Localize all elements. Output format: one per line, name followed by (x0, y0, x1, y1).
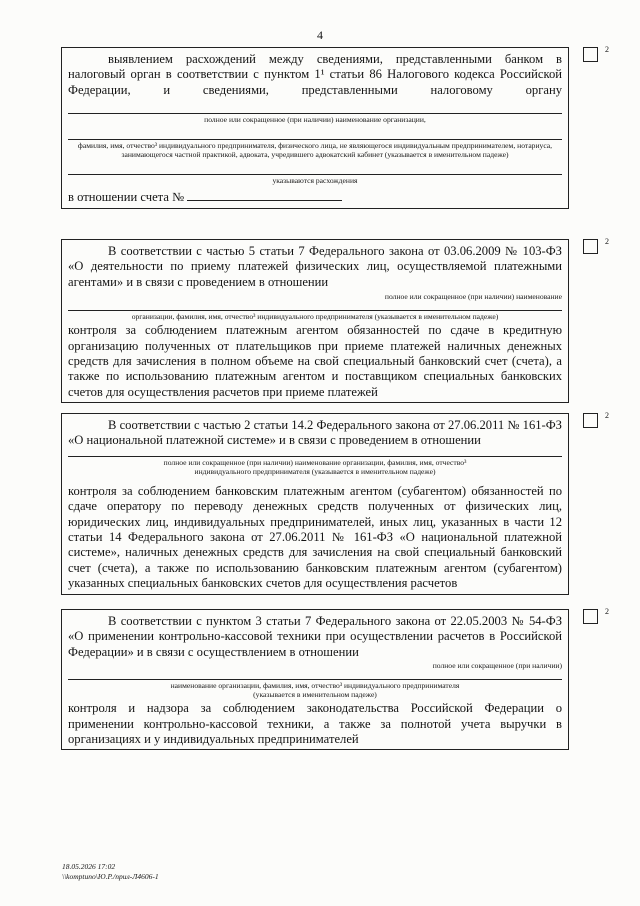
person-name-line (68, 127, 562, 140)
checkbox-block3[interactable] (583, 413, 598, 428)
block1-line2: налоговый орган в соответствии с пунктом 1¹ статьи 86 Налогового кодекса Российской (68, 67, 562, 82)
discrepancy-line (68, 162, 562, 175)
block4-text1: В соответствии с пунктом 3 статьи 7 Федерального закона от 22.05.2003 № 54-ФЗ «О применении контрольно-кассовой техники при осуществлении расчетов в Российской Федерации» и в связи с осуществлением в отношении (68, 614, 562, 659)
account-label: в отношении счета № (68, 190, 185, 205)
footer-path: \\komptuno\Ю.Р./прил-Л4606-1 (62, 872, 159, 881)
block4-text2: контроля и надзора за соблюдением законодательства Российской Федерации о применении контрольно-кассовой техники, а также за полнотой учета выручки в организациях и у индивидуальных предпринимателей (68, 701, 562, 747)
block4-caption1: полное или сокращенное (при наличии) (432, 661, 562, 671)
block2-text1: В соответствии с частью 5 статьи 7 Федерального закона от 03.06.2009 № 103-ФЗ «О деятельности по приему платежей физических лиц, осуществляемой платежными агентами» и в связи с проведением в отношении (68, 244, 562, 289)
block1-caption-org: полное или сокращенное (при наличии) наименование организации, (204, 115, 426, 125)
block3-text2: контроля за соблюдением банковским платежным агентом (субагентом) обязанностей по сдаче оператору по переводу денежных средств полученных от физических лиц, юридических лиц, индивидуальных предпринимателей, иных лиц, указанных в части 12 статьи 14 Федерального закона от 27.06.2011 № 161-ФЗ «О национальной платежной системе», наличных денежных средств для зачисления на свой специальный банковский счет (счета), а также по использованию банковским платежным агентом (субагентом) указанных специальных банковских счетов для осуществления расчетов (68, 483, 562, 591)
block2-text2: контроля за соблюдением платежным агентом обязанностей по сдаче в кредитную организацию полученных от плательщиков при приеме платежей наличных денежных средств для зачисления в полном объеме на свой специальный банковский счет (счета), а также по использованию платежным агентом и поставщиком специальных банковских счетов для осуществления расчетов при приеме платежей (68, 323, 562, 399)
checkbox-block2[interactable] (583, 239, 598, 254)
block3-caption1: полное или сокращенное (при наличии) наименование организации, фамилия, имя, отчество³ (163, 457, 467, 467)
block4-name-line (68, 673, 562, 680)
block2-name-line (68, 304, 562, 311)
account-row (68, 189, 562, 205)
block-discrepancies (61, 47, 569, 209)
account-number-field (187, 189, 342, 201)
block4-caption3: (указывается в именительном падеже) (253, 690, 377, 700)
block-cash-registers (61, 609, 569, 750)
page-number: 4 (317, 28, 323, 42)
note-mark-4: 2 (605, 607, 609, 616)
block1-line1: выявлением расхождений между сведениями, представленными банком в (108, 52, 562, 66)
note-mark-1: 2 (605, 45, 609, 54)
note-mark-2: 2 (605, 237, 609, 246)
block1-caption-person: фамилия, имя, отчество³ индивидуального предпринимателя, физического лица, не являющегося индивидуальным предпринимателем, нотариуса, занимающегося частной практикой, адвоката, учредившего адвокатский кабинет (указывается в именительном падеже) (77, 141, 553, 160)
org-name-line (68, 101, 562, 114)
block3-caption2: индивидуального предпринимателя (указывается в именительном падеже) (194, 466, 436, 476)
block1-line3: Федерации, и сведениями, представленными налоговому органу (68, 82, 562, 97)
checkbox-block4[interactable] (583, 609, 598, 624)
block-payment-agents (61, 239, 569, 403)
block1-caption-discrepancy: указываются расхождения (272, 176, 358, 186)
block2-caption2: организации, фамилия, имя, отчество³ индивидуального предпринимателя (указывается в именительном падеже) (131, 312, 499, 322)
checkbox-block1[interactable] (583, 47, 598, 62)
block2-caption1: полное или сокращенное (при наличии) наименование (384, 292, 562, 302)
footer-date: 18.05.2026 17:02 (62, 862, 116, 871)
block3-name-line (68, 452, 562, 457)
block3-text1: В соответствии с частью 2 статьи 14.2 Федерального закона от 27.06.2011 № 161-ФЗ «О национальной платежной системе» и в связи с проведением в отношении (68, 418, 562, 448)
note-mark-3: 2 (605, 411, 609, 420)
block-bank-payment-agents (61, 413, 569, 595)
block4-caption2: наименование организации, фамилия, имя, отчество³ индивидуального предпринимателя (170, 681, 460, 691)
